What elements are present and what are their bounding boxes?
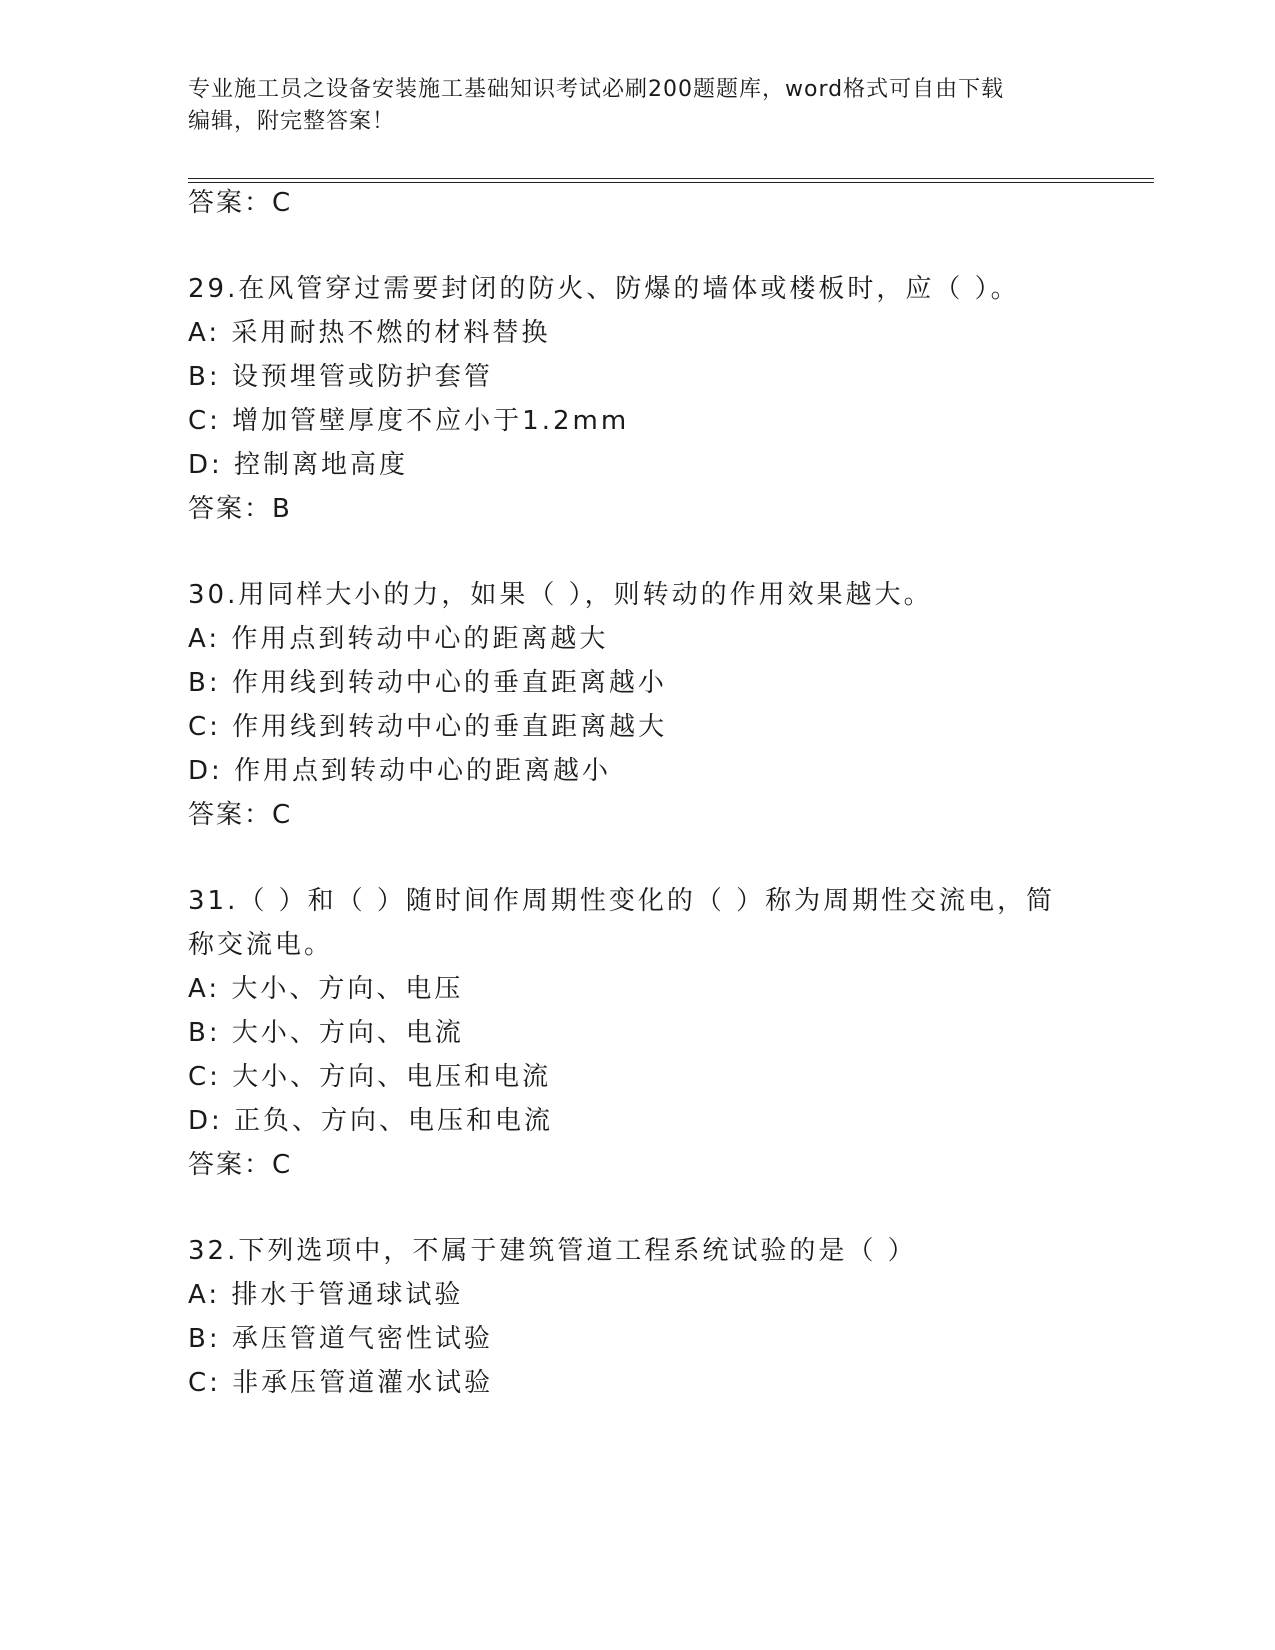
question-30-option-a: A: 作用点到转动中心的距离越大: [188, 624, 609, 654]
question-29-option-d: D: 控制离地高度: [188, 450, 409, 480]
header-line-2: 编辑，附完整答案！: [188, 109, 396, 134]
question-29-answer: 答案：B: [188, 494, 292, 524]
previous-answer: 答案：C: [188, 188, 293, 218]
question-32-option-b: B: 承压管道气密性试验: [188, 1324, 493, 1354]
question-30-stem: 30.用同样大小的力，如果（ ），则转动的作用效果越大。: [188, 580, 933, 610]
question-30-option-d: D: 作用点到转动中心的距离越小: [188, 756, 612, 786]
question-32-stem: 32.下列选项中，不属于建筑管道工程系统试验的是（ ）: [188, 1236, 917, 1266]
header-line-1: 专业施工员之设备安装施工基础知识考试必刷200题题库，word格式可自由下载: [188, 77, 1005, 102]
question-32-option-c: C: 非承压管道灌水试验: [188, 1368, 494, 1398]
question-29-option-c: C: 增加管壁厚度不应小于1.2mm: [188, 406, 630, 436]
question-29-option-b: B: 设预埋管或防护套管: [188, 362, 493, 392]
question-31-option-a: A: 大小、方向、电压: [188, 974, 464, 1004]
question-31-stem-line-2: 称交流电。: [188, 930, 334, 960]
header-divider-bottom: [188, 182, 1154, 183]
header-divider-top: [188, 178, 1154, 179]
question-31-option-c: C: 大小、方向、电压和电流: [188, 1062, 552, 1092]
question-31-option-d: D: 正负、方向、电压和电流: [188, 1106, 554, 1136]
question-30-option-c: C: 作用线到转动中心的垂直距离越大: [188, 712, 668, 742]
question-31-answer: 答案：C: [188, 1150, 293, 1180]
question-29-stem: 29.在风管穿过需要封闭的防火、防爆的墙体或楼板时，应（ ）。: [188, 274, 1020, 304]
question-31-stem-line-1: 31.（ ）和（ ）随时间作周期性变化的（ ）称为周期性交流电，简: [188, 886, 1056, 916]
question-32-option-a: A: 排水于管通球试验: [188, 1280, 464, 1310]
question-30-answer: 答案：C: [188, 800, 293, 830]
document-header: [188, 74, 1088, 138]
question-31-option-b: B: 大小、方向、电流: [188, 1018, 464, 1048]
question-29-option-a: A: 采用耐热不燃的材料替换: [188, 318, 551, 348]
question-30-option-b: B: 作用线到转动中心的垂直距离越小: [188, 668, 667, 698]
